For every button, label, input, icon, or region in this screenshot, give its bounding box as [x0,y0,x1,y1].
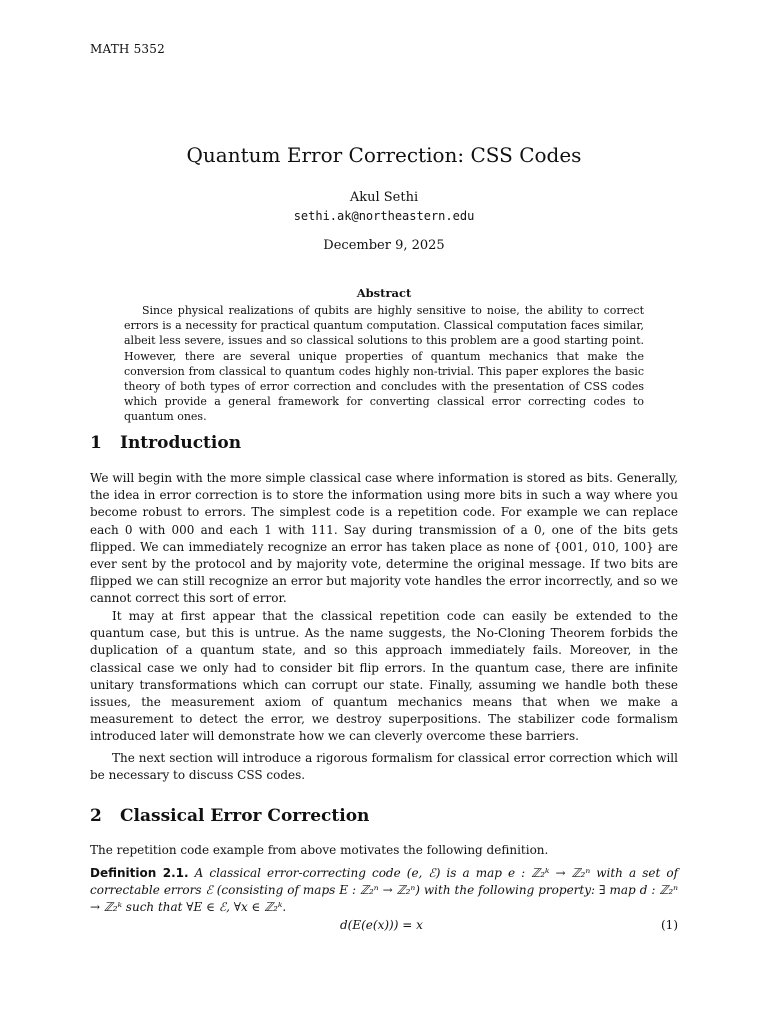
author-name: Akul Sethi [349,190,419,205]
equation-number: (1) [661,918,678,932]
course-header: MATH 5352 [90,42,165,56]
definition-2-1 [90,865,678,917]
paper-title: Quantum Error Correction: CSS Codes [186,143,582,167]
intro-paragraph-2: It may at first appear that the classical repetition code can easily be extended to the quantum case, but this is untrue. As the name suggests, the No-Cloning Theorem forbids the duplication of a quantum state, and so this approach immediately fails. Moreover, in the classical case we only had to consider bit flip errors. In the quantum case, there are infinite unitary transformations which can corrupt our state. Finally, assuming we handle both these issues, the measurement axiom of quantum mechanics means that when we make a measurement to detect the error, we destroy superpositions. The stabilizer code formalism introduced later will demonstrate how we can cleverly overcome these barriers. [90,609,678,744]
section-title: Classical Error Correction [120,806,370,826]
classical-paragraph-1: The repetition code example from above motivates the following definition. [90,843,549,857]
abstract-text: Since physical realizations of qubits are highly sensitive to noise, the ability to correct errors is a necessity for practical quantum computation. Classical computation faces similar, albeit less severe, issues and so classical solutions to this problem are a good starting point. However, there are several unique properties of quantum mechanics that make the conversion from classical to quantum codes highly non-trivial. This paper explores the basic theory of both types of error correction and concludes with the presentation of CSS codes which provide a general framework for converting classical error correcting codes to quantum ones. [124,304,644,424]
section-heading-introduction [90,433,241,453]
section-heading-classical [90,806,369,826]
definition-label: Definition 2.1. [90,866,189,880]
abstract-heading: Abstract [356,286,412,300]
intro-paragraph-1: We will begin with the more simple classical case where information is stored as bits. Generally, the idea in error correction is to store the information using more bits in such a way where you become robust to errors. The simplest code is a repetition code. For example we can replace each 0 with 000 and each 1 with 111. Say during transmission of a 0, one of the bits gets flipped. We can immediately recognize an error has taken place as none of {001, 010, 100} are ever sent by the protocol and by majority vote, determine the original message. If two bits are flipped we can still recognize an error but majority vote handles the error incorrectly, and so we cannot correct this sort of error. [90,471,678,606]
paper-date: December 9, 2025 [323,238,445,253]
intro-paragraph-3: The next section will introduce a rigorous formalism for classical error correction which will be necessary to discuss CSS codes. [90,751,678,783]
section-number: 1 [90,433,102,453]
section-number: 2 [90,806,102,826]
author-email: sethi.ak@northeastern.edu [293,209,475,223]
section-title: Introduction [120,433,242,453]
equation-body: d(E(e(x))) = x [340,918,423,932]
definition-text: A classical error-correcting code (e, ℰ) is a map e : ℤ₂ᵏ → ℤ₂ⁿ with a set of correctable errors ℰ (consisting of maps E : ℤ₂ⁿ → ℤ₂ⁿ) with the following property: ∃ map d : ℤ₂ⁿ → ℤ₂ᵏ such that ∀E ∈ ℰ, ∀x ∈ ℤ₂ᵏ. [90,866,679,915]
